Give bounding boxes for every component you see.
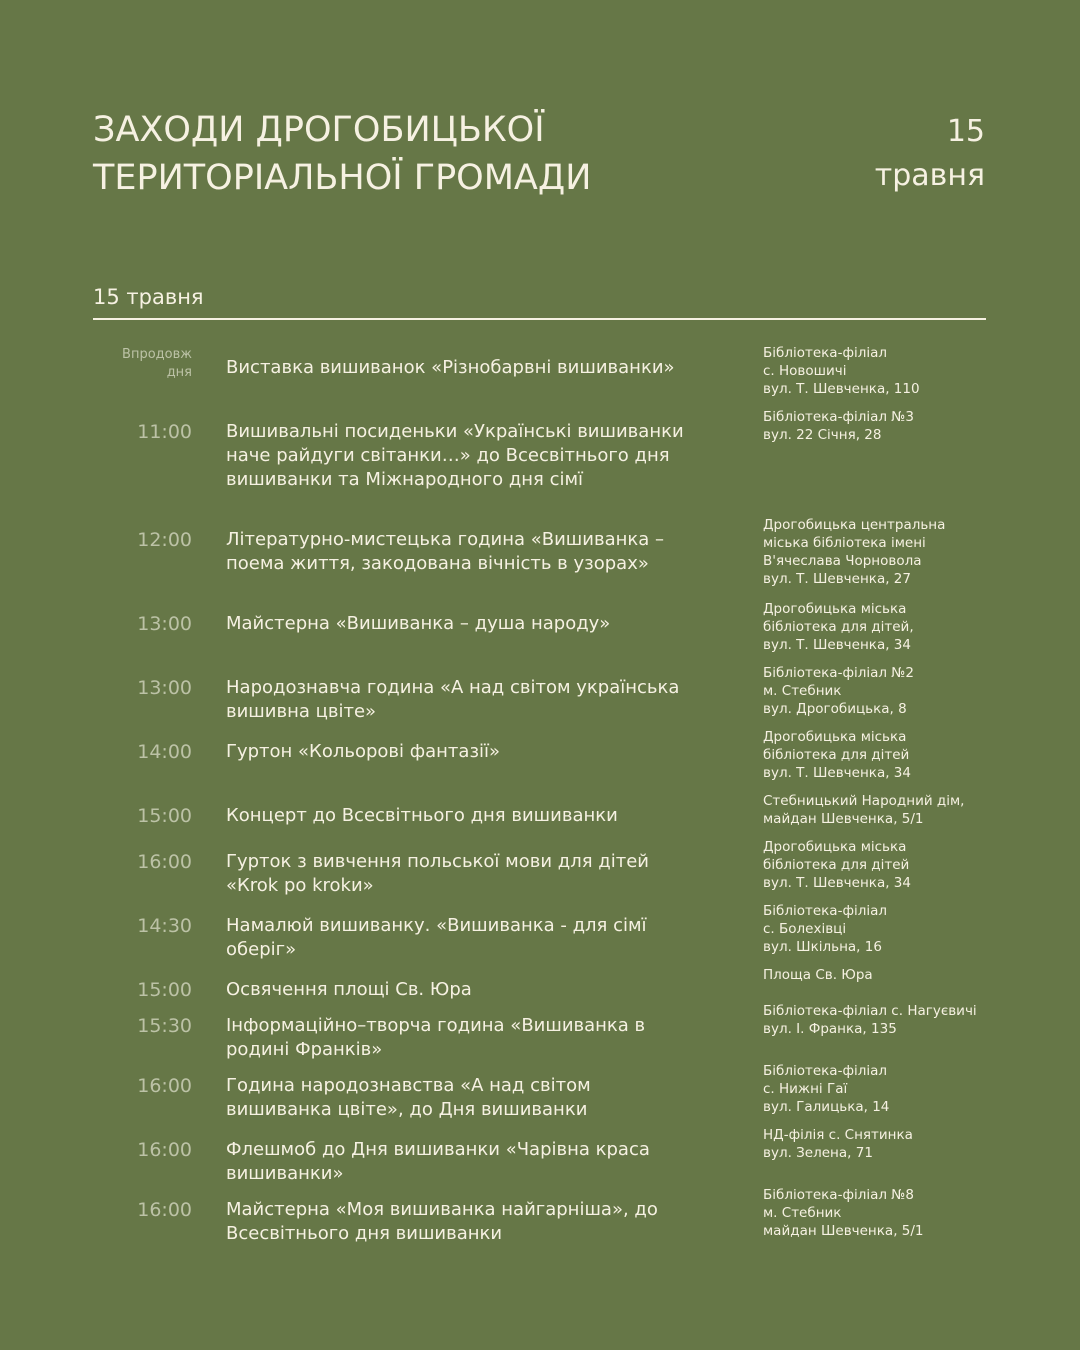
event-location bbox=[763, 902, 1003, 956]
event-location-line: майдан Шевченка, 5/1 bbox=[763, 811, 924, 827]
event-location bbox=[763, 344, 1003, 398]
header-date-month: травня bbox=[874, 158, 985, 193]
event-title: Намалюй вишиванку. «Вишиванка - для сімї оберіг» bbox=[226, 915, 647, 960]
event-location-line: Дрогобицька міська bbox=[763, 839, 907, 855]
event-location-line: вул. Т. Шевченка, 34 bbox=[763, 765, 911, 781]
event-time: 16:00 bbox=[137, 1139, 192, 1161]
page-title bbox=[93, 106, 793, 202]
event-time: 15:30 bbox=[137, 1015, 192, 1037]
event-location-line: бібліотека для дітей bbox=[763, 857, 910, 873]
event-location-line: вул. Т. Шевченка, 34 bbox=[763, 875, 911, 891]
section-divider bbox=[93, 318, 986, 320]
event-location-line: Бібліотека-філіал с. Нагуєвичі bbox=[763, 1003, 977, 1019]
event-location-line: вул. І. Франка, 135 bbox=[763, 1021, 897, 1037]
event-location-line: с. Нижні Гаї bbox=[763, 1081, 848, 1097]
event-title: Виставка вишиванок «Різнобарвні вишиванки» bbox=[226, 357, 675, 378]
event-location bbox=[763, 838, 1003, 892]
event-location bbox=[763, 664, 1003, 718]
event-location bbox=[763, 408, 1003, 444]
event-title: Гуртон «Кольорові фантазії» bbox=[226, 741, 501, 762]
event-title: Освячення площі Св. Юра bbox=[226, 979, 472, 1000]
event-location-line: міська бібліотека імені bbox=[763, 535, 926, 551]
event-location-line: вул. Шкільна, 16 bbox=[763, 939, 882, 955]
event-location-line: с. Болехівці bbox=[763, 921, 847, 937]
event-location-line: майдан Шевченка, 5/1 bbox=[763, 1223, 924, 1239]
event-location-line: вул. Т. Шевченка, 34 bbox=[763, 637, 911, 653]
event-time: 13:00 bbox=[137, 613, 192, 635]
event-time: Впродовж дня bbox=[122, 347, 192, 380]
page-title-line-2: ТЕРИТОРІАЛЬНОЇ ГРОМАДИ bbox=[93, 158, 592, 198]
event-location-line: м. Стебник bbox=[763, 1205, 842, 1221]
event-location-line: вул. Дрогобицька, 8 bbox=[763, 701, 907, 717]
event-title: Гурток з вивчення польської мови для дітей «Кrok po krokи» bbox=[226, 851, 649, 896]
event-location-line: вул. Т. Шевченка, 27 bbox=[763, 571, 911, 587]
event-location-line: В'ячеслава Чорновола bbox=[763, 553, 922, 569]
event-title: Флешмоб до Дня вишиванки «Чарівна краса вишиванки» bbox=[226, 1139, 650, 1184]
event-location bbox=[763, 1062, 1003, 1116]
event-time: 14:30 bbox=[137, 915, 192, 937]
event-time: 16:00 bbox=[137, 851, 192, 873]
event-location-line: вул. Галицька, 14 bbox=[763, 1099, 890, 1115]
event-time: 16:00 bbox=[137, 1075, 192, 1097]
event-location-line: Бібліотека-філіал bbox=[763, 1063, 888, 1079]
event-time: 14:00 bbox=[137, 741, 192, 763]
event-location-line: бібліотека для дітей, bbox=[763, 619, 914, 635]
header-date bbox=[875, 110, 985, 198]
event-time: 16:00 bbox=[137, 1199, 192, 1221]
event-location-line: м. Стебник bbox=[763, 683, 842, 699]
event-title: Година народознавства «А над світом вишиванка цвіте», до Дня вишиванки bbox=[226, 1075, 591, 1120]
event-location bbox=[763, 516, 1003, 588]
event-time: 12:00 bbox=[137, 529, 192, 551]
event-title: Народознавча година «А над світом українська вишивна цвіте» bbox=[226, 677, 680, 722]
event-time: 15:00 bbox=[137, 979, 192, 1001]
event-location-line: Бібліотека-філіал №3 bbox=[763, 409, 914, 425]
event-location bbox=[763, 792, 1003, 828]
event-title: Майстерна «Моя вишиванка найгарніша», до Всесвітнього дня вишиванки bbox=[226, 1199, 658, 1244]
event-time: 15:00 bbox=[137, 805, 192, 827]
event-location-line: Бібліотека-філіал bbox=[763, 903, 888, 919]
event-location-line: с. Новошичі bbox=[763, 363, 847, 379]
event-location-line: Бібліотека-філіал bbox=[763, 345, 888, 361]
event-location-line: Бібліотека-філіал №2 bbox=[763, 665, 914, 681]
event-location-line: вул. Т. Шевченка, 110 bbox=[763, 381, 920, 397]
event-location-line: бібліотека для дітей bbox=[763, 747, 910, 763]
event-location bbox=[763, 966, 1003, 984]
event-title: Вишивальні посиденьки «Українські вишиванки наче райдуги світанки…» до Всесвітнього дня вишиванки та Міжнародного дня сімї bbox=[226, 421, 684, 490]
event-location-line: Дрогобицька міська bbox=[763, 729, 907, 745]
event-location bbox=[763, 600, 1003, 654]
section-date: 15 травня bbox=[93, 285, 204, 309]
event-location-line: вул. 22 Січня, 28 bbox=[763, 427, 882, 443]
event-title: Майстерна «Вишиванка – душа народу» bbox=[226, 613, 611, 634]
event-location-line: Дрогобицька міська bbox=[763, 601, 907, 617]
event-title: Концерт до Всесвітнього дня вишиванки bbox=[226, 805, 618, 826]
event-location bbox=[763, 1002, 1003, 1038]
event-title: Інформаційно–творча година «Вишиванка в родині Франків» bbox=[226, 1015, 646, 1060]
event-location bbox=[763, 728, 1003, 782]
event-title: Літературно-мистецька година «Вишиванка – поема життя, закодована вічність в узорах» bbox=[226, 529, 665, 574]
event-location-line: НД-філія с. Снятинка bbox=[763, 1127, 913, 1143]
event-location bbox=[763, 1126, 1003, 1162]
event-time: 13:00 bbox=[137, 677, 192, 699]
event-time: 11:00 bbox=[137, 421, 192, 443]
event-location-line: вул. Зелена, 71 bbox=[763, 1145, 873, 1161]
page-title-line-1: ЗАХОДИ ДРОГОБИЦЬКОЇ bbox=[93, 110, 545, 150]
event-location-line: Бібліотека-філіал №8 bbox=[763, 1187, 914, 1203]
event-location-line: Стебницький Народний дім, bbox=[763, 793, 965, 809]
event-location-line: Площа Св. Юра bbox=[763, 967, 873, 983]
event-location-line: Дрогобицька центральна bbox=[763, 517, 946, 533]
event-location bbox=[763, 1186, 1003, 1240]
header-date-day: 15 bbox=[946, 114, 985, 149]
